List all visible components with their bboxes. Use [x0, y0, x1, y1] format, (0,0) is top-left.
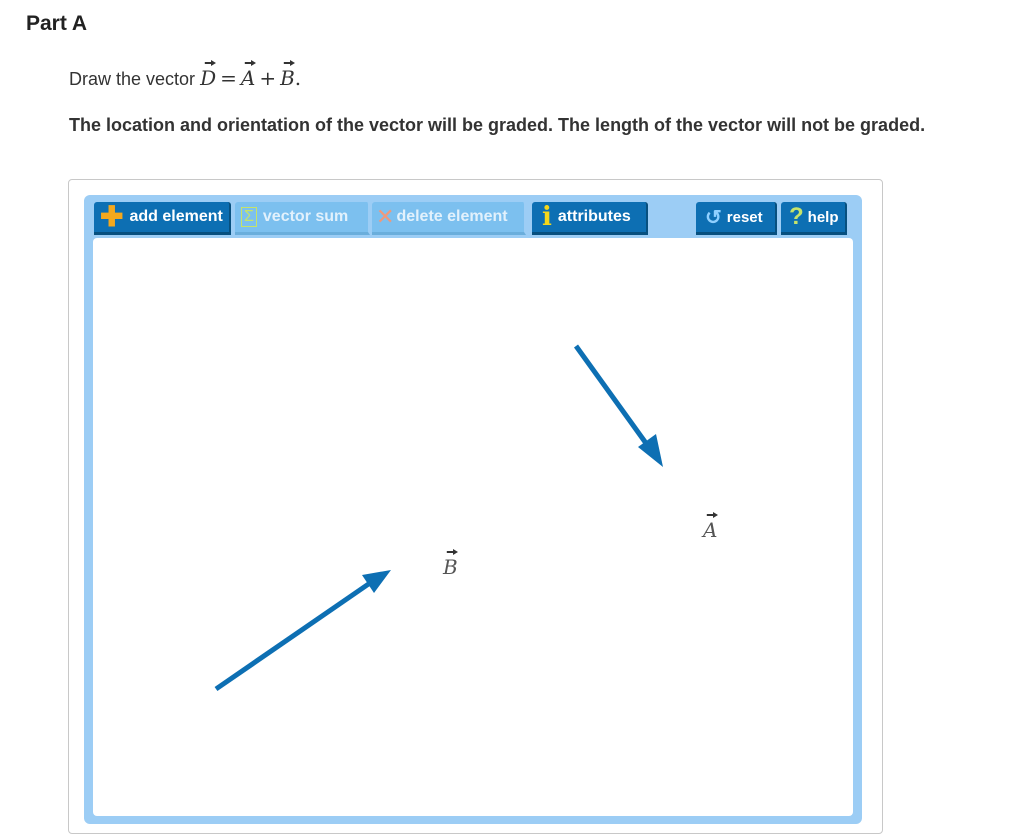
symbol-b: B: [280, 66, 295, 90]
symbol-a: A: [240, 66, 256, 90]
symbol-d: D: [200, 66, 217, 90]
add-element-label: add element: [129, 208, 223, 225]
reset-label: reset: [726, 208, 763, 226]
help-icon: ?: [789, 203, 804, 230]
vector-b-label: [443, 555, 458, 579]
vector-a-label: [703, 518, 717, 542]
info-icon: i: [542, 202, 552, 232]
delete-element-label: delete element: [396, 208, 508, 225]
question-prompt: [69, 66, 301, 90]
help-button[interactable]: [781, 202, 847, 235]
prompt-text: Draw the vector: [69, 69, 196, 89]
part-title: Part A: [26, 12, 88, 35]
reset-button[interactable]: [696, 202, 777, 235]
attributes-label: attributes: [557, 208, 631, 225]
help-label: help: [807, 208, 839, 226]
vector-sum-label: vector sum: [262, 208, 349, 225]
vector-b-symbol: B: [443, 555, 458, 579]
period: .: [294, 66, 302, 90]
plus-icon: ✚: [100, 201, 124, 232]
drawing-canvas[interactable]: [93, 238, 853, 816]
x-icon: ✕: [376, 204, 395, 229]
delete-element-button[interactable]: [372, 202, 526, 235]
plus-sign: +: [259, 66, 277, 90]
vector-sum-button[interactable]: [235, 202, 370, 235]
attributes-button[interactable]: [532, 202, 648, 235]
prompt-equation: [200, 66, 301, 90]
grading-note: The location and orientation of the vector will be graded. The length of the vector will not be graded.: [69, 115, 926, 135]
equals-sign: =: [220, 66, 237, 90]
add-element-button[interactable]: [94, 202, 231, 235]
sigma-icon: Σ: [241, 207, 257, 227]
vector-a-symbol: A: [703, 518, 718, 542]
reset-icon: ↺: [705, 206, 722, 229]
